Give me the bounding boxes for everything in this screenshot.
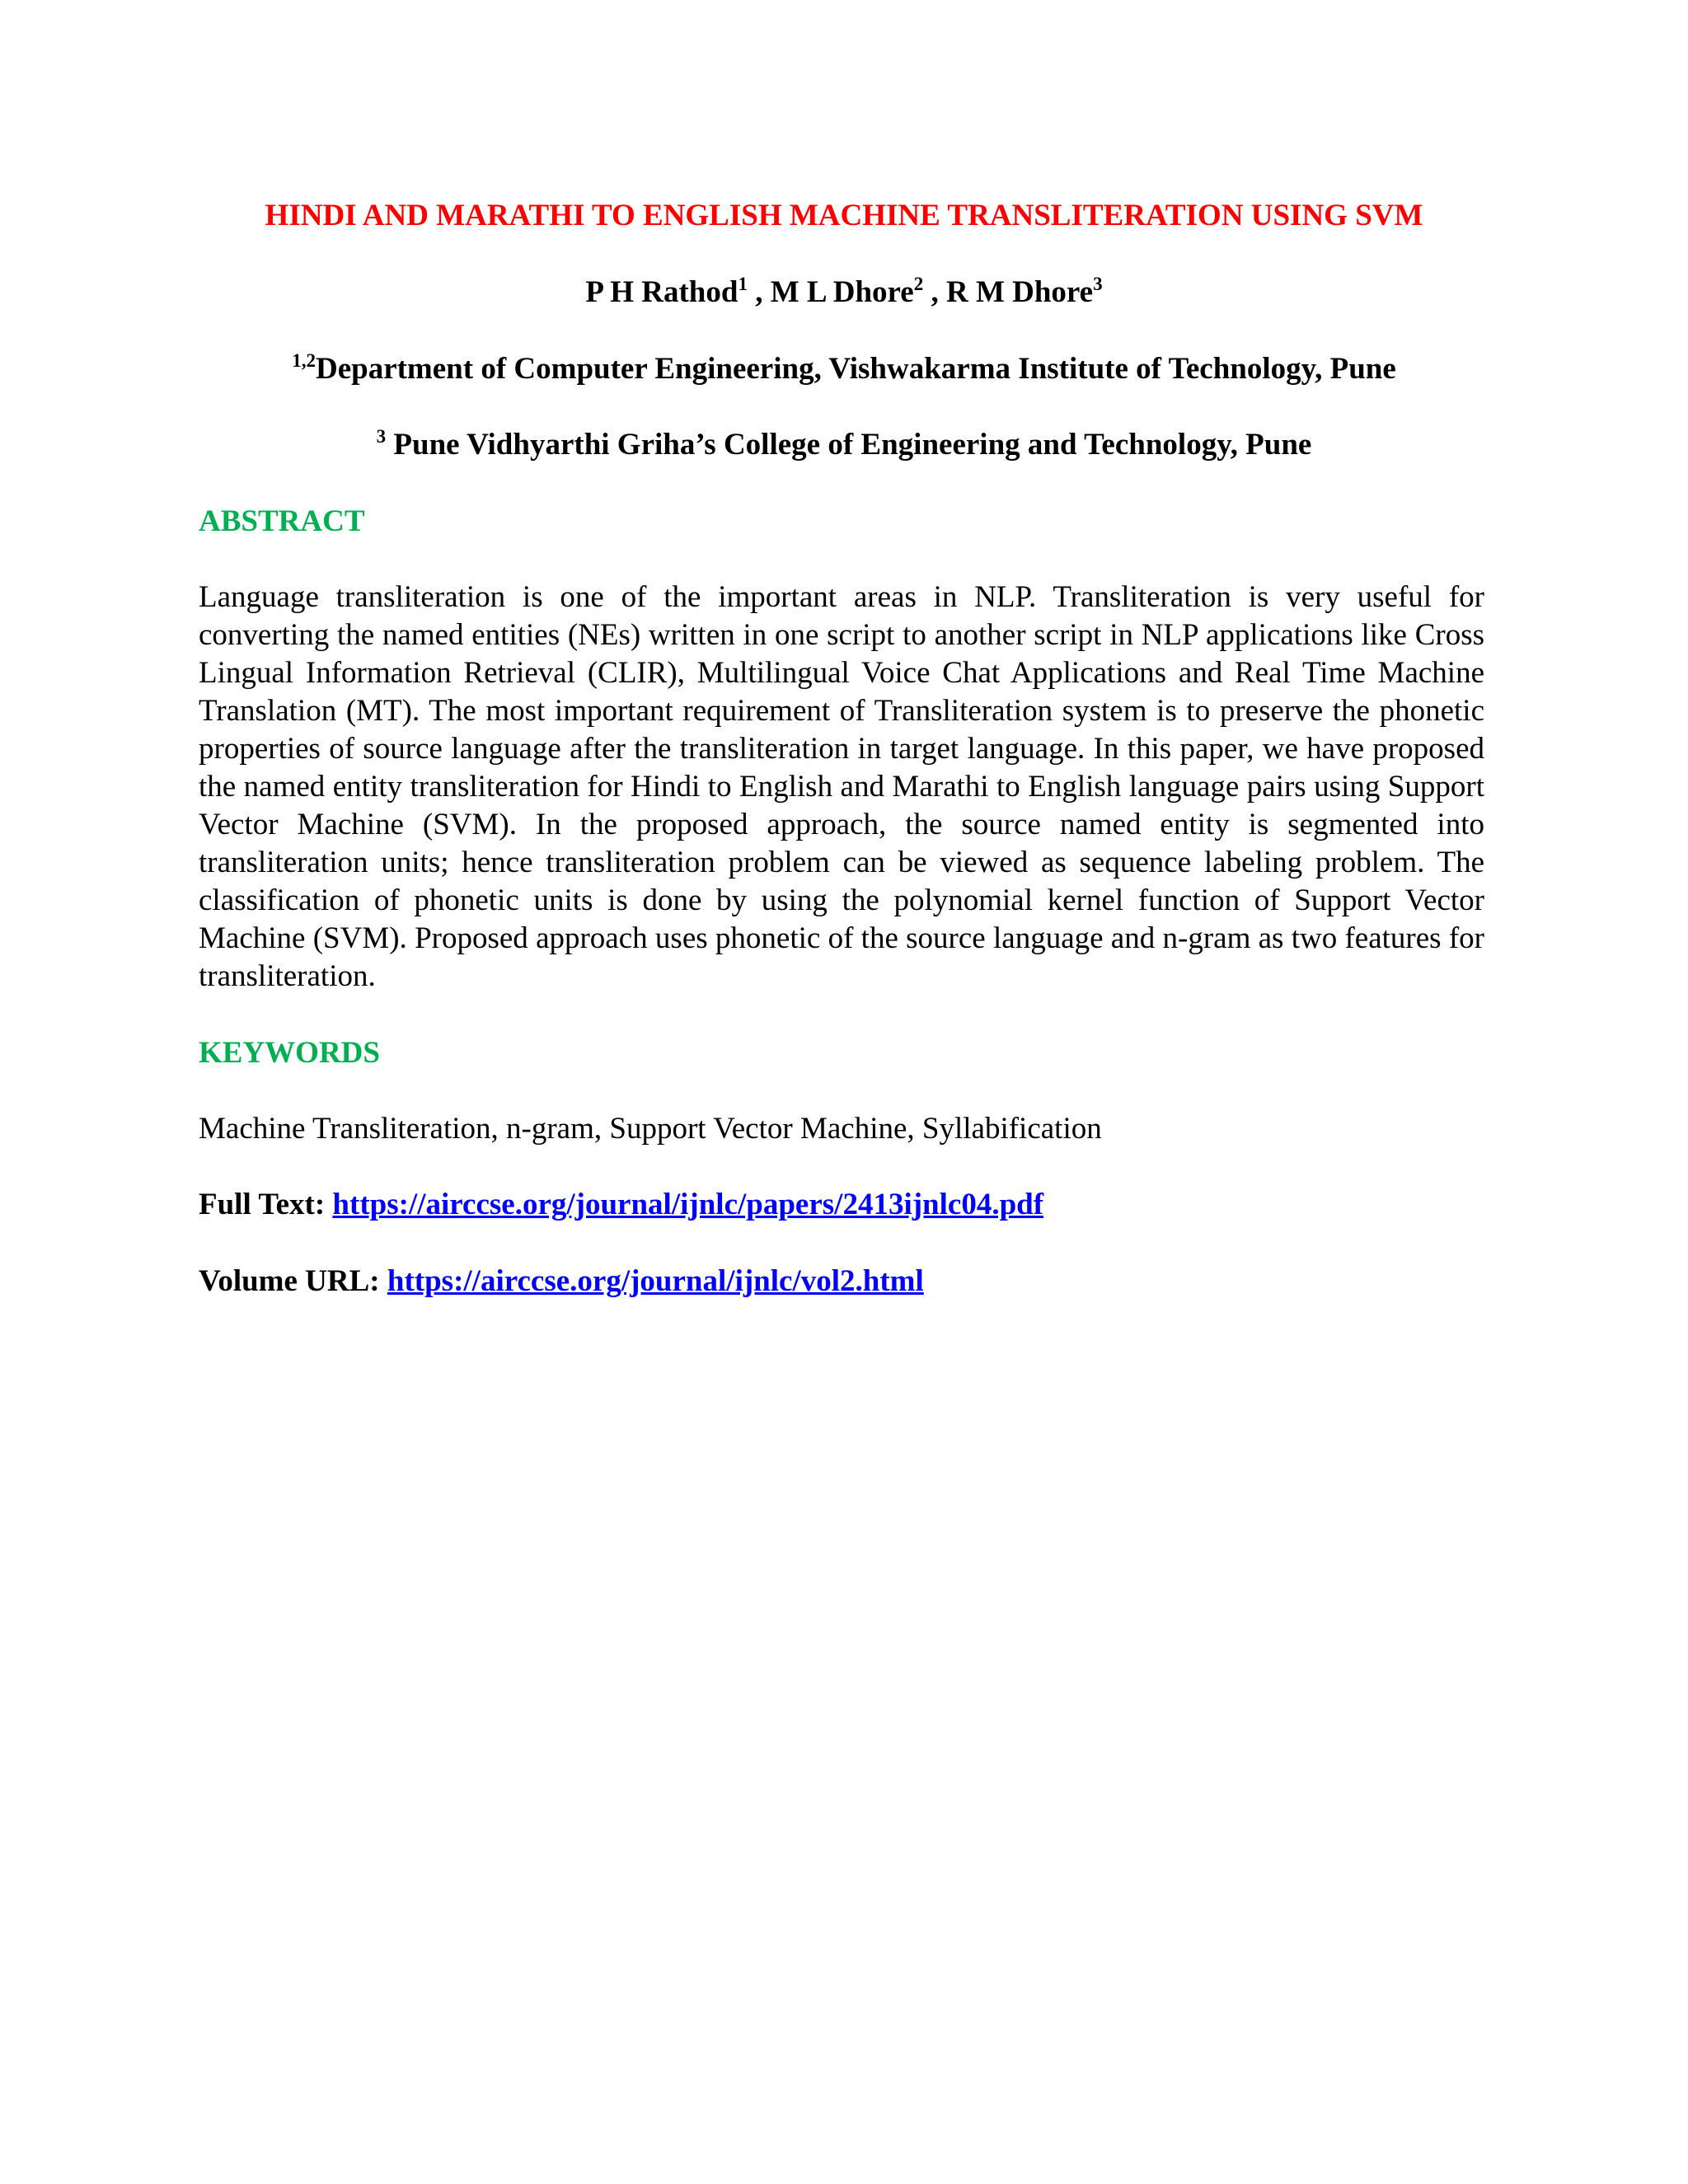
volume-url-line	[199, 1263, 924, 1299]
affiliation-1	[0, 351, 1688, 387]
affiliation-superscript: 1,2	[292, 350, 316, 371]
author-superscript: 2	[913, 274, 924, 294]
full-text-line	[199, 1187, 1043, 1222]
volume-url-label: Volume URL:	[199, 1264, 380, 1298]
full-text-label: Full Text:	[199, 1188, 326, 1221]
author-name: R M Dhore	[945, 275, 1094, 309]
paper-title: HINDI AND MARATHI TO ENGLISH MACHINE TRANSLITERATION USING SVM	[265, 199, 1423, 232]
author-name: P H Rathod	[585, 275, 738, 309]
author-superscript: 3	[1093, 274, 1103, 294]
author-superscript: 1	[738, 274, 748, 294]
affiliation-text: Department of Computer Engineering, Vishwakarma Institute of Technology, Pune	[315, 352, 1396, 386]
full-text-link[interactable]: https://airccse.org/journal/ijnlc/papers/2413ijnlc04.pdf	[332, 1188, 1044, 1221]
keywords-list: Machine Transliteration, n-gram, Support Vector Machine, Syllabification	[199, 1112, 1102, 1146]
keywords-heading: KEYWORDS	[199, 1036, 380, 1070]
author-name: M L Dhore	[770, 275, 914, 309]
affiliation-2	[0, 427, 1688, 462]
affiliation-text: Pune Vidhyarthi Griha’s College of Engineering and Technology, Pune	[393, 428, 1312, 462]
author-list: P H Rathod$^1$ , M L Dhore$^2$ , R M Dhore$^3$	[585, 274, 1103, 309]
affiliation-superscript: 3	[376, 426, 387, 447]
volume-url-link[interactable]: https://airccse.org/journal/ijnlc/vol2.html	[387, 1264, 924, 1298]
abstract-body: Language transliteration is one of the important areas in NLP. Transliteration is very useful for converting the named entities (NEs) written in one script to another script in NLP applications like Cross Lingual Information Retrieval (CLIR), Multilingual Voice Chat Applications and Real Time Machine Translation (MT). The most important requirement of Transliteration system is to preserve the phonetic properties of source language after the transliteration in target language. In this paper, we have proposed the named entity transliteration for Hindi to English and Marathi to English language pairs using Support Vector Machine (SVM). In the proposed approach, the source named entity is segmented into transliteration units; hence transliteration problem can be viewed as sequence labeling problem. The classification of phonetic units is done by using the polynomial kernel function of Support Vector Machine (SVM). Proposed approach uses phonetic of the source language and n-gram as two features for transliteration.	[199, 580, 1484, 993]
abstract-heading: ABSTRACT	[199, 504, 365, 538]
